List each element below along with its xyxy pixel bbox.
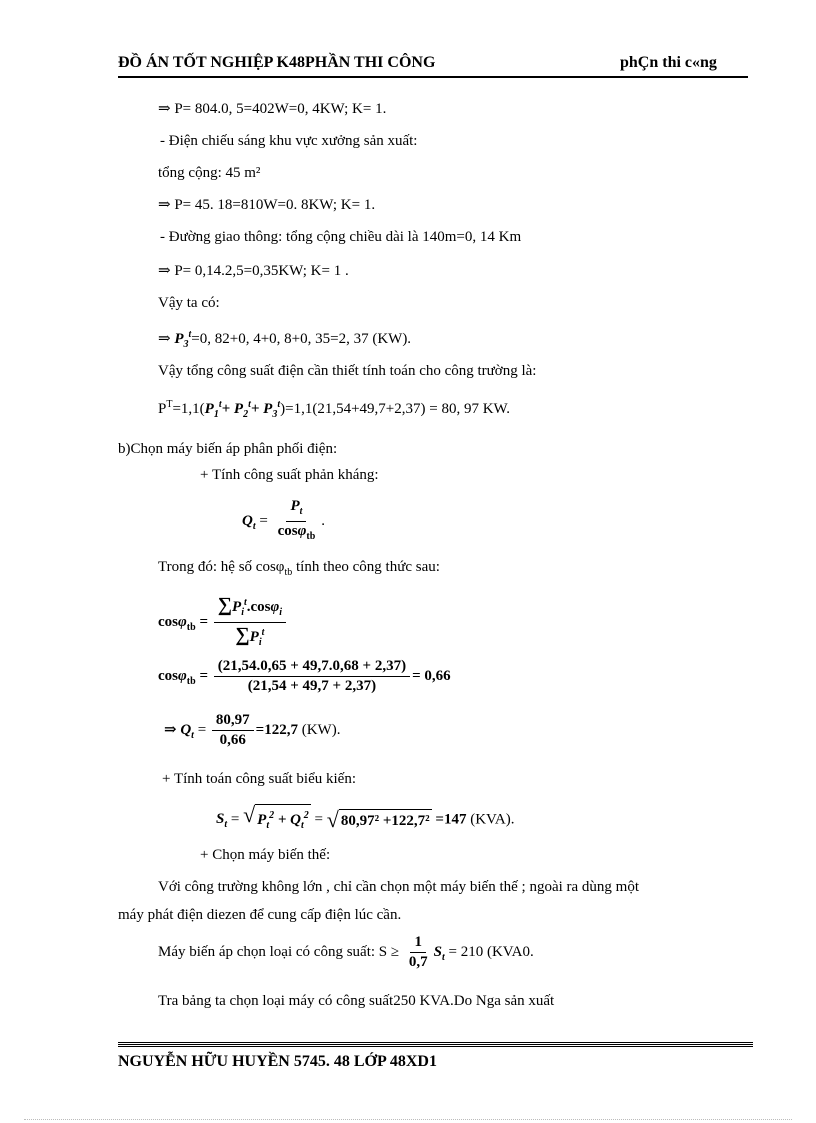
capacity-result: = 210 (KVA0. <box>444 943 534 960</box>
footer-rule-1 <box>118 1042 753 1043</box>
st-symbol: $S_t$ <box>216 811 228 831</box>
header-rule <box>118 76 748 78</box>
p3-sum-text: =0, 82+0, 4+0, 8+0, 35=2, 37 (KW). <box>191 331 412 347</box>
line-power-3: ⇒ P= 0,14.2,5=0,35KW; K= 1 . <box>158 263 349 279</box>
coef-text-a: Trong đó: hệ số cosφ <box>158 559 285 575</box>
cos-general-denominator: $\sum P_i^t$ <box>235 624 265 648</box>
p3-symbol: $P_3^t$ <box>174 329 192 350</box>
line-p3-sum <box>158 326 411 354</box>
line-reactive-power: + Tính công suất phản kháng: <box>200 467 379 483</box>
coef-text-b: tính theo công thức sau: <box>292 559 440 575</box>
st-sqrt-1-body: $P_t^2 + Q_t^2$ <box>255 804 311 836</box>
formula-cos-numeric: cosφ$_{tb}$ = $\frac{(21,54.0,65 + 49,7.0,68 + 2,37)}{(21,54 + 49,7 + 2,37)}$ = 0,66 <box>158 658 451 694</box>
p-terms: $P_1^t+ P_2^t+ P_3^t$ <box>204 399 281 420</box>
st-sqrt-2 <box>327 809 432 831</box>
formula-cos-general: cosφ$_{tb}$ = $\frac{\sum P_i^t.\cos\varphi_i}{\sum P_i^t}$ <box>158 594 288 651</box>
line-lighting: - Điện chiếu sáng khu vực xưởng sản xuất: <box>160 133 418 149</box>
qt-value-result: =122,7 <box>255 721 298 738</box>
cos-numeric-denominator: (21,54 + 49,7 + 2,37) <box>247 678 377 694</box>
line-power-1: ⇒ P= 804.0, 5=402W=0, 4KW; K= 1. <box>158 101 387 117</box>
line-selection: Tra bảng ta chọn loại máy có công suất250 KVA.Do Nga sản xuất <box>158 993 555 1009</box>
capacity-st: $S_t$ <box>433 943 445 963</box>
st-sqrt-2-body: 80,97² +122,7² <box>339 809 432 831</box>
line-total-power <box>158 396 510 424</box>
implies-symbol: ⇒ <box>158 331 175 347</box>
coef-subscript: tb <box>284 567 293 578</box>
pt-superscript: T <box>166 399 173 410</box>
sqrt-sign-2: √ <box>326 807 339 832</box>
qt-value-fraction <box>212 712 254 749</box>
qt-value-numerator: 80,97 <box>212 712 254 731</box>
qt-denominator: cosφ$_{tb}$ <box>277 523 316 542</box>
cos-general-numerator: $\sum P_i^t.\cos\varphi_i$ <box>214 594 286 623</box>
formula-st: $S_t$ = √ $P_t^2 + Q_t^2$ = √ 80,97² +122,7² =147 (KVA). <box>216 804 515 836</box>
st-result: =147 <box>431 811 467 828</box>
qt-fraction <box>274 498 320 545</box>
footer-rule-3 <box>118 1046 753 1047</box>
line-area: tổng cộng: 45 m² <box>158 165 261 181</box>
capacity-fraction <box>405 934 432 971</box>
paragraph-line-2: máy phát điện diezen để cung cấp điện lúc cần. <box>118 907 402 923</box>
capacity-text: Máy biến áp chọn loại có công suất: S ≥ <box>158 943 400 960</box>
implies-symbol-2: ⇒ <box>164 721 181 738</box>
formula-qt: $Q_t$ = $\frac{P_t}{\cos\varphi_{tb}}$ . <box>242 498 325 545</box>
qt-numerator: $P_t$ <box>286 498 306 522</box>
line-total-intro: Vậy tổng công suất điện cần thiết tính toán cho công trường là: <box>158 363 537 379</box>
header-title: ĐỒ ÁN TỐT NGHIỆP K48PHẦN THI CÔNG <box>118 54 436 71</box>
cos-numeric-numerator: (21,54.0,65 + 49,7.0,68 + 2,37) <box>214 658 410 677</box>
total-prefix: =1,1( <box>172 401 205 417</box>
st-unit: (KVA). <box>466 811 515 828</box>
qt-symbol-2: $Q_t$ <box>180 721 194 741</box>
line-transformer-capacity <box>158 934 534 971</box>
footer-author: NGUYỄN HỮU HUYỀN 5745. 48 LỚP 48XD1 <box>118 1053 437 1070</box>
footer-rule-2 <box>118 1044 753 1045</box>
sqrt-sign-1: √ <box>243 802 256 827</box>
pt-symbol: P <box>158 401 167 417</box>
paragraph-line-1: Với công trường không lớn , chỉ cần chọn một máy biến thế ; ngoài ra dùng một <box>158 879 640 895</box>
qt-symbol: $Q_t$ <box>242 512 256 532</box>
st-sqrt-1 <box>243 804 311 836</box>
cos-numeric-result: = 0,66 <box>412 667 451 684</box>
line-apparent-power: + Tính toán công suất biểu kiến: <box>162 771 356 787</box>
cos-numeric-fraction <box>214 658 410 695</box>
total-suffix: )=1,1(21,54+49,7+2,37) = 80, 97 KW. <box>280 401 511 417</box>
line-choose-transformer: + Chọn máy biến thế: <box>200 847 331 863</box>
formula-qt-value: ⇒ $Q_t$ = $\frac{80,97}{0,66}$ =122,7 (KW). <box>164 712 341 748</box>
qt-value-unit: (KW). <box>297 721 341 738</box>
section-b-heading: b)Chọn máy biến áp phân phối điện: <box>118 441 338 457</box>
capacity-numerator: 1 <box>410 934 426 953</box>
line-coefficient <box>158 558 440 582</box>
cos-general-fraction <box>214 594 286 651</box>
qt-value-denominator: 0,66 <box>219 732 246 748</box>
capacity-denominator: 0,7 <box>408 954 428 970</box>
line-conclusion: Vậy ta có: <box>158 295 220 311</box>
header-section: phÇn thi c«ng <box>620 54 717 71</box>
line-road: - Đường giao thông: tổng cộng chiều dài là 140m=0, 14 Km <box>160 229 522 245</box>
line-power-2: ⇒ P= 45. 18=810W=0. 8KW; K= 1. <box>158 197 376 213</box>
page-bottom-dotted-line <box>24 1119 792 1120</box>
